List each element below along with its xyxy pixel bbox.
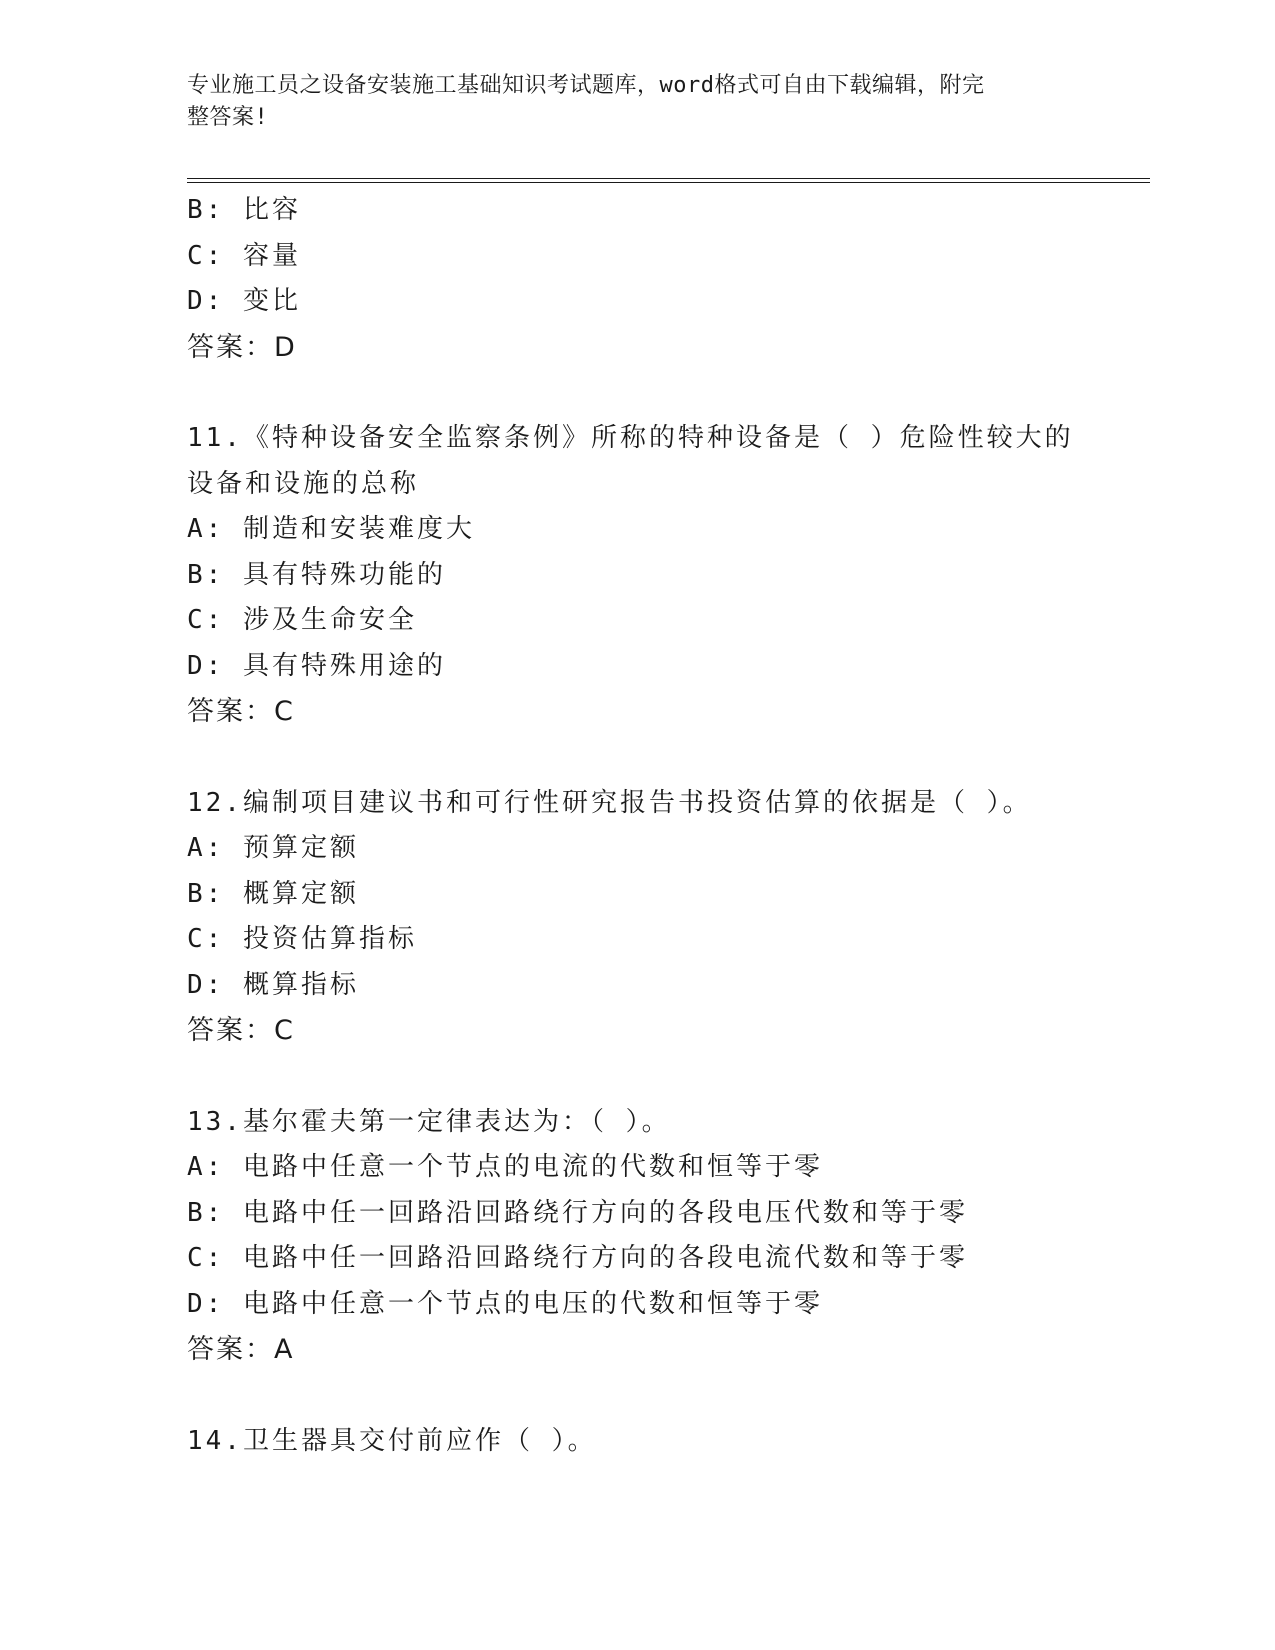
option-d: D: 变比 <box>187 286 301 316</box>
option-d: D: 具有特殊用途的 <box>187 650 446 681</box>
prev-question-tail <box>187 188 1137 370</box>
question-12 <box>187 781 1137 1054</box>
option-a: A: 电路中任意一个节点的电流的代数和恒等于零 <box>187 1152 823 1182</box>
answer-label: 答案：C <box>187 1015 295 1046</box>
question-stem-line: 11.《特种设备安全监察条例》所称的特种设备是（ ）危险性较大的 <box>187 423 1074 453</box>
question-11 <box>187 416 1137 735</box>
option-b: B: 概算定额 <box>187 878 359 909</box>
question-13 <box>187 1100 1137 1373</box>
option-a: A: 预算定额 <box>187 833 359 863</box>
option-b: B: 具有特殊功能的 <box>187 559 446 590</box>
option-c: C: 投资估算指标 <box>187 924 417 954</box>
answer-label: 答案：D <box>187 331 297 363</box>
option-d: D: 电路中任意一个节点的电压的代数和恒等于零 <box>187 1288 823 1319</box>
answer-label: 答案：A <box>187 1334 295 1365</box>
question-list <box>187 188 1137 1464</box>
question-stem-line: 14.卫生器具交付前应作（ ）。 <box>187 1425 597 1456</box>
header-rule-top <box>187 178 1150 179</box>
option-d: D: 概算指标 <box>187 969 359 1000</box>
spacer <box>187 370 1137 416</box>
option-a: A: 制造和安装难度大 <box>187 514 475 544</box>
question-stem-line: 12.编制项目建议书和可行性研究报告书投资估算的依据是（ ）。 <box>187 787 1032 818</box>
question-14 <box>187 1419 1137 1465</box>
question-stem-line: 13.基尔霍夫第一定律表达为：（ ）。 <box>187 1106 671 1137</box>
spacer <box>187 735 1137 781</box>
question-stem-line: 设备和设施的总称 <box>187 468 420 499</box>
spacer <box>187 1373 1137 1419</box>
option-b: B: 比容 <box>187 195 301 225</box>
header-rule-bottom <box>187 182 1150 183</box>
header-line-1: 专业施工员之设备安装施工基础知识考试题库，word格式可自由下载编辑，附完 <box>187 73 985 98</box>
option-c: C: 涉及生命安全 <box>187 605 417 635</box>
document-header <box>187 70 1067 134</box>
option-b: B: 电路中任一回路沿回路绕行方向的各段电压代数和等于零 <box>187 1197 968 1228</box>
answer-label: 答案：C <box>187 696 295 727</box>
option-c: C: 电路中任一回路沿回路绕行方向的各段电流代数和等于零 <box>187 1243 968 1273</box>
spacer <box>187 1054 1137 1100</box>
header-line-2: 整答案! <box>187 105 269 130</box>
option-c: C: 容量 <box>187 240 301 271</box>
